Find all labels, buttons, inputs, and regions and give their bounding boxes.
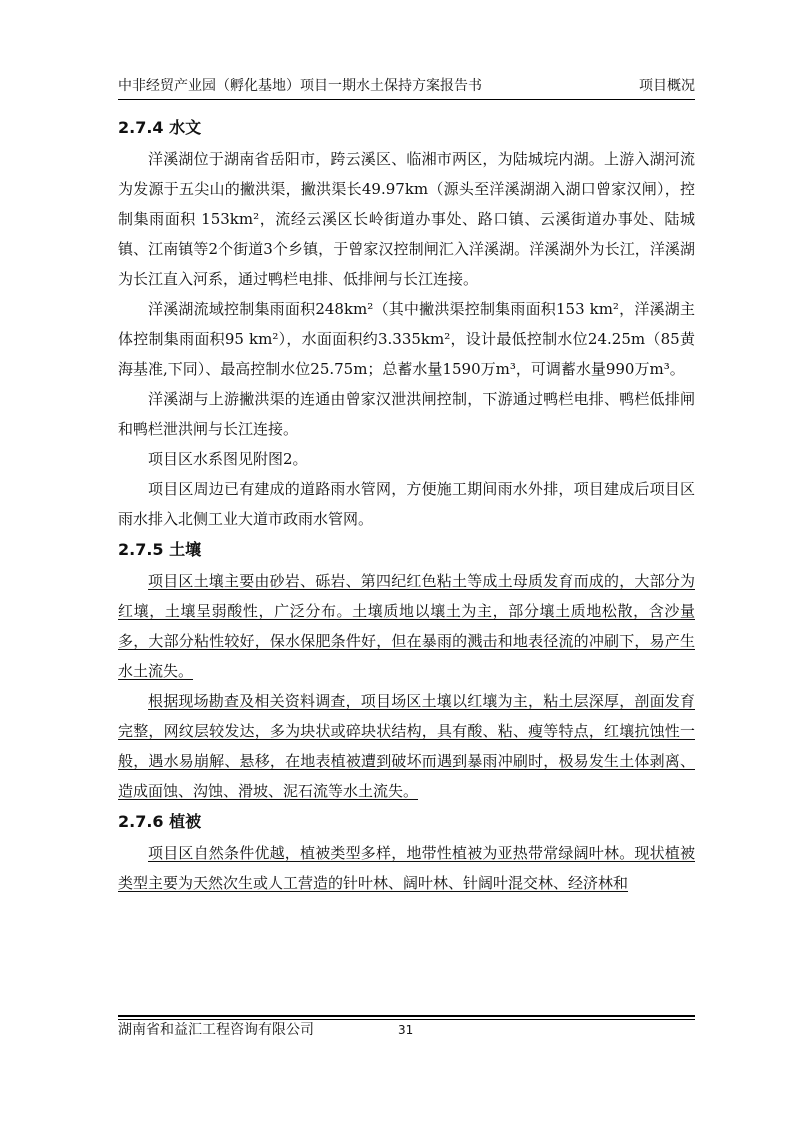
section-heading-soil: 2.7.5 土壤 (118, 540, 202, 559)
page-header (118, 76, 695, 98)
paragraph: 项目区土壤主要由砂岩、砾岩、第四纪红色粘土等成土母质发育而成的，大部分为红壤，土壤呈弱酸性，广泛分布。土壤质地以壤土为主，部分壤土质地松散，含沙量多，大部分粘性较好，保水保肥条件好，但在暴雨的溅击和地表径流的冲刷下，易产生水土流失。 (118, 572, 695, 680)
paragraph: 项目区水系图见附图2。 (148, 450, 308, 468)
company-name: 湖南省和益汇工程咨询有限公司 (118, 1022, 314, 1038)
section-heading-hydrology: 2.7.4 水文 (118, 118, 202, 137)
header-rule (118, 99, 695, 100)
page-footer (118, 1020, 695, 1042)
paragraph: 项目区周边已有建成的道路雨水管网，方便施工期间雨水外排，项目建成后项目区雨水排入北侧工业大道市政雨水管网。 (118, 480, 695, 528)
chapter-name: 项目概况 (639, 78, 695, 94)
paragraph: 洋溪湖流域控制集雨面积248km²（其中撇洪渠控制集雨面积153 km²，洋溪湖主体控制集雨面积95 km²），水面面积约3.335km²，设计最低控制水位24.25m（85黄海基准,下同）、最高控制水位25.75m；总蓄水量1590万m³，可调蓄水量990万m³。 (118, 300, 695, 378)
paragraph: 项目区自然条件优越，植被类型多样，地带性植被为亚热带常绿阔叶林。现状植被类型主要为天然次生或人工营造的针叶林、阔叶林、针阔叶混交林、经济林和 (118, 844, 695, 892)
page-body (118, 112, 695, 898)
section-heading-vegetation: 2.7.6 植被 (118, 812, 202, 831)
document-title: 中非经贸产业园（孵化基地）项目一期水土保持方案报告书 (118, 78, 482, 94)
page-number: 31 (398, 1023, 414, 1037)
footer-rule (118, 1015, 695, 1017)
paragraph: 根据现场勘查及相关资料调查，项目场区土壤以红壤为主，粘土层深厚，剖面发育完整，网纹层较发达，多为块状或碎块状结构，具有酸、粘、瘦等特点，红壤抗蚀性一般，遇水易崩解、悬移，在地表植被遭到破坏而遇到暴雨冲刷时，极易发生土体剥离、造成面蚀、沟蚀、滑坡、泥石流等水土流失。 (118, 692, 695, 800)
paragraph: 洋溪湖与上游撇洪渠的连通由曾家汉泄洪闸控制，下游通过鸭栏电排、鸭栏低排闸和鸭栏泄洪闸与长江连接。 (118, 390, 695, 438)
paragraph: 洋溪湖位于湖南省岳阳市，跨云溪区、临湘市两区，为陆城垸内湖。上游入湖河流为发源于五尖山的撇洪渠，撇洪渠长49.97km（源头至洋溪湖湖入湖口曾家汉闸），控制集雨面积 153km²，流经云溪区长岭街道办事处、路口镇、云溪街道办事处、陆城镇、江南镇等2个街道3个乡镇，于曾家汉控制闸汇入洋溪湖。洋溪湖外为长江，洋溪湖为长江直入河系，通过鸭栏电排、低排闸与长江连接。 (118, 150, 695, 288)
